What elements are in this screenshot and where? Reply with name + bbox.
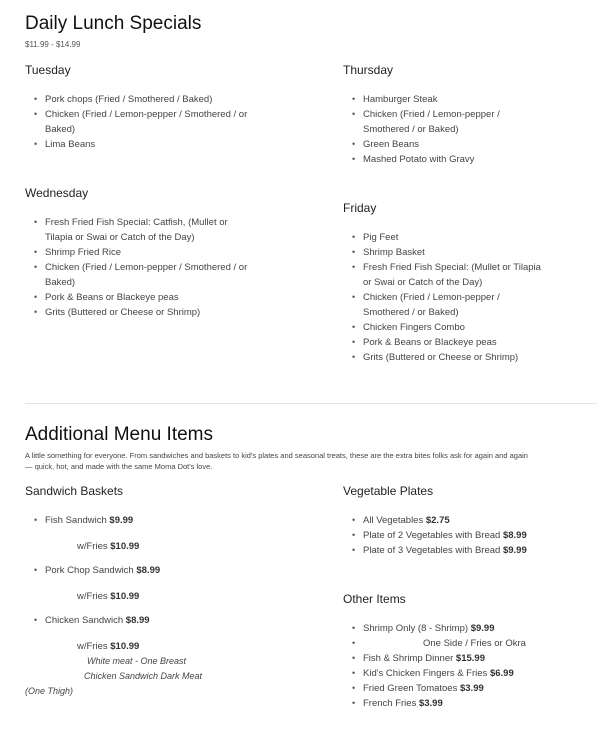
item-price: $8.99 — [136, 565, 161, 576]
item-name: Fish Sandwich — [45, 515, 107, 526]
list-item — [25, 613, 253, 628]
tuesday-heading: Tuesday — [25, 63, 71, 77]
other-list — [343, 621, 573, 711]
one-thigh-note: (One Thigh) — [25, 686, 74, 696]
tuesday-list — [25, 92, 253, 152]
item-price: $15.99 — [455, 653, 485, 664]
list-item: • Fresh Fried Fish Special: (Mullet or Tilapia or Swai or Catch of the Day) — [343, 260, 548, 290]
section-divider — [25, 403, 597, 404]
fries-price: $10.99 — [110, 641, 140, 652]
item-price: $9.99 — [109, 515, 134, 526]
item-price: $9.99 — [502, 545, 527, 556]
item-name: French Fries — [363, 698, 417, 709]
fries-label: w/Fries — [77, 541, 108, 552]
item-name: Pork Chop Sandwich — [45, 565, 134, 576]
list-item: • Chicken (Fried / Lemon-pepper / Smothered / or Baked) — [343, 107, 548, 137]
fries-option — [77, 641, 139, 652]
list-item: • Shrimp Basket — [343, 245, 548, 260]
dark-meat-note: Chicken Sandwich Dark Meat — [84, 671, 203, 681]
list-item: • Hamburger Steak — [343, 92, 548, 107]
item-price: $6.99 — [489, 668, 514, 679]
list-item: • Chicken (Fried / Lemon-pepper / Smothered / or Baked) — [343, 290, 548, 320]
item-price: $3.99 — [459, 683, 484, 694]
item-price: $8.99 — [125, 615, 150, 626]
list-item — [343, 651, 573, 666]
additional-menu-title: Additional Menu Items — [25, 424, 213, 445]
list-item: • Chicken Fingers Combo — [343, 320, 548, 335]
sandwich-list — [25, 513, 253, 528]
thursday-heading: Thursday — [343, 63, 394, 77]
item-name: One Side / Fries or Okra — [423, 638, 526, 649]
list-item: • Lima Beans — [25, 137, 253, 152]
list-item: • Pork & Beans or Blackeye peas — [343, 335, 548, 350]
daily-specials-title: Daily Lunch Specials — [25, 13, 202, 34]
friday-list — [343, 230, 548, 365]
list-item: • Mashed Potato with Gravy — [343, 152, 548, 167]
list-item: • Grits (Buttered or Cheese or Shrimp) — [25, 305, 253, 320]
list-item: • Pig Feet — [343, 230, 548, 245]
item-price: $2.75 — [425, 515, 450, 526]
list-item — [343, 681, 573, 696]
item-name: Kid's Chicken Fingers & Fries — [363, 668, 488, 679]
fries-label: w/Fries — [77, 591, 108, 602]
list-item — [343, 528, 573, 543]
additional-description: A little something for everyone. From sandwiches and baskets to kid's plates and seasonal treats, these are the extra bites folks ask for again and again — quick, hot, and made with the same Moma Dot's love. — [25, 451, 528, 471]
wednesday-heading: Wednesday — [25, 186, 89, 200]
white-meat-note: White meat - One Breast — [87, 656, 187, 666]
sandwich-list — [25, 613, 253, 628]
item-name: Fried Green Tomatoes — [363, 683, 458, 694]
list-item: • Pork & Beans or Blackeye peas — [25, 290, 253, 305]
fries-price: $10.99 — [110, 541, 140, 552]
list-item — [343, 513, 573, 528]
sandwich-list — [25, 563, 253, 578]
item-name: Plate of 3 Vegetables with Bread — [363, 545, 501, 556]
item-name: Shrimp Only (8 - Shrimp) — [363, 623, 469, 634]
price-range: $11.99 - $14.99 — [25, 40, 81, 49]
fries-option — [77, 541, 139, 552]
vegetable-plates-heading: Vegetable Plates — [343, 484, 434, 498]
list-item — [343, 621, 573, 636]
list-item — [343, 666, 573, 681]
item-name: Fish & Shrimp Dinner — [363, 653, 454, 664]
list-item — [343, 636, 573, 651]
list-item: • Fresh Fried Fish Special: Catfish, (Mullet or Tilapia or Swai or Catch of the Day) — [25, 215, 253, 245]
list-item: • Pork chops (Fried / Smothered / Baked) — [25, 92, 253, 107]
item-name: All Vegetables — [363, 515, 424, 526]
list-item — [25, 513, 253, 528]
other-items-heading: Other Items — [343, 592, 406, 606]
item-price: $8.99 — [502, 530, 527, 541]
list-item — [343, 696, 573, 711]
item-price: $9.99 — [470, 623, 495, 634]
vegetable-list — [343, 513, 573, 558]
item-name: Chicken Sandwich — [45, 615, 124, 626]
list-item: • Shrimp Fried Rice — [25, 245, 253, 260]
list-item: • Chicken (Fried / Lemon-pepper / Smothered / or Baked) — [25, 107, 253, 137]
sandwich-baskets-heading: Sandwich Baskets — [25, 484, 124, 498]
list-item — [343, 543, 573, 558]
list-item: • Green Beans — [343, 137, 548, 152]
item-name: Plate of 2 Vegetables with Bread — [363, 530, 501, 541]
list-item: • Chicken (Fried / Lemon-pepper / Smothered / or Baked) — [25, 260, 253, 290]
thursday-list — [343, 92, 548, 167]
wednesday-list — [25, 215, 253, 320]
friday-heading: Friday — [343, 201, 377, 215]
item-price: $3.99 — [418, 698, 443, 709]
list-item: • Grits (Buttered or Cheese or Shrimp) — [343, 350, 548, 365]
fries-price: $10.99 — [110, 591, 140, 602]
fries-option — [77, 591, 139, 602]
list-item — [25, 563, 253, 578]
fries-label: w/Fries — [77, 641, 108, 652]
